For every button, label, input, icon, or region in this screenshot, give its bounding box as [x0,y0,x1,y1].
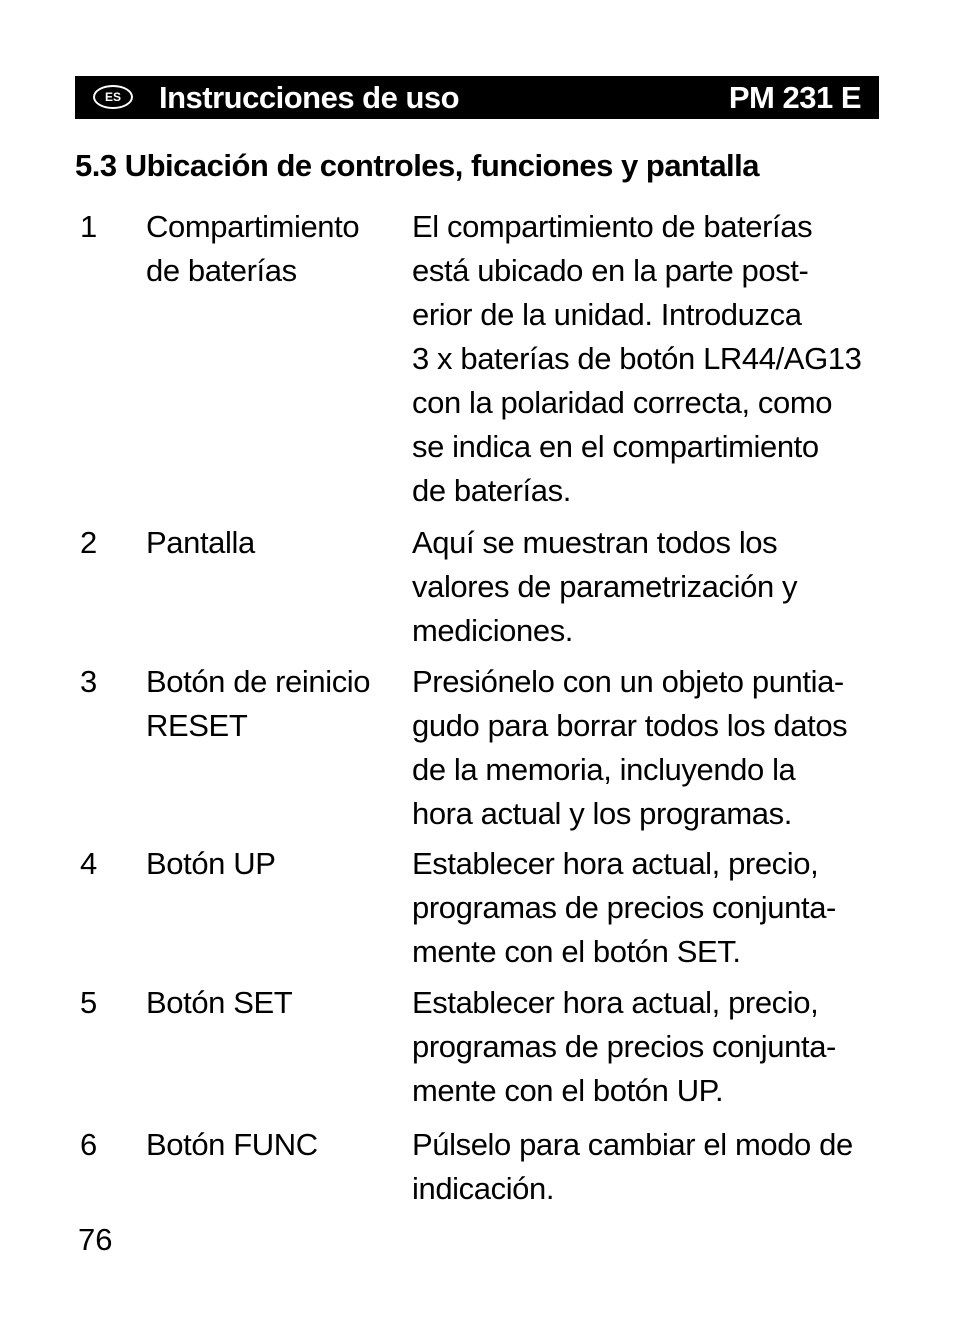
item-name: Botón FUNC [146,1127,318,1162]
item-description: Púlselo para cambiar el modo de indicación. [412,1127,853,1206]
item-description: Establecer hora actual, precio, programas de precios conjunta- mente con el botón UP. [412,985,836,1108]
item-number: 1 [80,209,97,244]
item-description: Aquí se muestran todos los valores de parametrización y mediciones. [412,525,798,648]
language-badge: ES [93,85,133,109]
item-name: Pantalla [146,525,255,560]
item-number: 4 [80,846,97,881]
item-description: El compartimiento de baterías está ubicado en la parte post- erior de la unidad. Introduzca 3 x baterías de botón LR44/AG13 con la polaridad correcta, como se indica en el compartimiento de baterías. [412,209,862,508]
section-title: 5.3 Ubicación de controles, funciones y pantalla [75,148,760,183]
item-description: Establecer hora actual, precio, programas de precios conjunta- mente con el botón SET. [412,846,836,969]
item-name: Botón de reinicio RESET [146,664,371,743]
item-number: 5 [80,985,97,1020]
page-number: 76 [78,1222,113,1257]
header-title: Instrucciones de uso [159,80,460,115]
item-description: Presiónelo con un objeto puntia- gudo para borrar todos los datos de la memoria, incluyendo la hora actual y los programas. [412,664,848,831]
item-name: Botón SET [146,985,293,1020]
header-bar [75,76,879,119]
item-number: 2 [80,525,97,560]
item-number: 3 [80,664,97,699]
item-name: Botón UP [146,846,276,881]
item-name: Compartimiento de baterías [146,209,360,288]
item-number: 6 [80,1127,97,1162]
header-model: PM 231 E [728,80,861,115]
